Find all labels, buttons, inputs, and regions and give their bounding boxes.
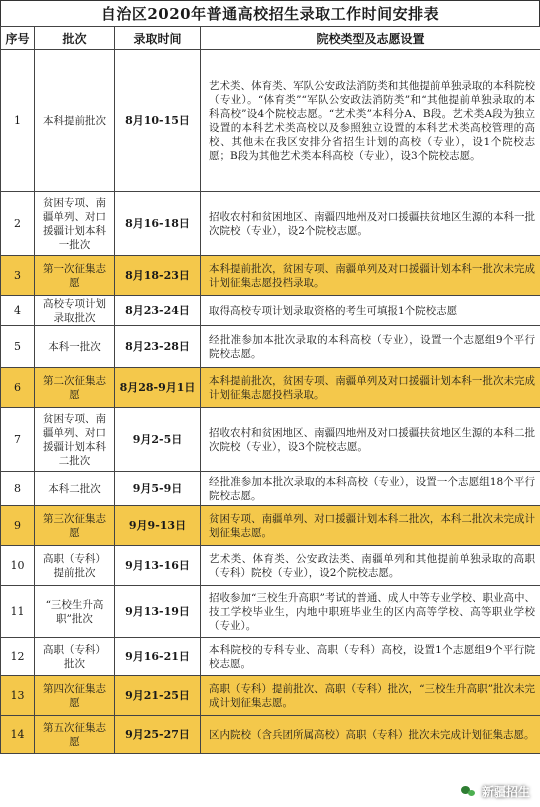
row-description: 艺术类、体育类、公安政法类、南疆单列和其他提前单独录取的高职（专科）院校（专业），设2个院校志愿。 [201,546,540,586]
row-time: 9月16-21日 [115,638,201,676]
row-time: 8月10-15日 [115,50,201,192]
row-description: 招收农村和贫困地区、南疆四地州及对口援疆扶贫地区生源的本科二批次院校（专业），设3个院校志愿。 [201,408,540,472]
table-row [1,256,540,296]
row-description: 取得高校专项计划录取资格的考生可填报1个院校志愿 [201,296,540,326]
row-batch: 高职（专科）批次 [35,638,115,676]
row-description: 招收参加“三校生升高职”考试的普通、成人中等专业学校、职业高中、技工学校毕业生，内地中职班毕业生的区内高等学校、高等职业学校（专业）。 [201,586,540,638]
row-time: 8月23-24日 [115,296,201,326]
row-time: 8月18-23日 [115,256,201,296]
table-row [1,638,540,676]
schedule-table [0,26,540,754]
table-row [1,586,540,638]
row-number: 5 [1,326,35,368]
row-description: 区内院校（含兵团所属高校）高职（专科）批次未完成计划征集志愿。 [201,716,540,754]
row-time: 9月13-19日 [115,586,201,638]
row-time: 8月16-18日 [115,192,201,256]
row-batch: “三校生升高职”批次 [35,586,115,638]
header-desc: 院校类型及志愿设置 [201,27,540,50]
table-row [1,368,540,408]
header-row [1,27,540,50]
row-batch: 贫困专项、南疆单列、对口援疆计划本科一批次 [35,192,115,256]
row-batch: 高校专项计划录取批次 [35,296,115,326]
table-row [1,326,540,368]
watermark-text: 新疆招生 [481,784,530,799]
row-batch: 本科一批次 [35,326,115,368]
table-row [1,408,540,472]
watermark [458,780,530,802]
row-number: 10 [1,546,35,586]
row-description: 经批准参加本批次录取的本科高校（专业），设置一个志愿组18个平行院校志愿。 [201,472,540,506]
row-time: 9月25-27日 [115,716,201,754]
row-batch: 第四次征集志愿 [35,676,115,716]
row-number: 1 [1,50,35,192]
table-row [1,192,540,256]
row-batch: 本科提前批次 [35,50,115,192]
row-number: 7 [1,408,35,472]
row-time: 9月2-5日 [115,408,201,472]
table-row [1,506,540,546]
row-time: 8月23-28日 [115,326,201,368]
header-no: 序号 [1,27,35,50]
table-row [1,716,540,754]
row-description: 经批准参加本批次录取的本科高校（专业），设置一个志愿组9个平行院校志愿。 [201,326,540,368]
table-row [1,296,540,326]
row-number: 6 [1,368,35,408]
row-time: 9月21-25日 [115,676,201,716]
row-batch: 本科二批次 [35,472,115,506]
row-number: 13 [1,676,35,716]
row-description: 艺术类、体育类、军队公安政法消防类和其他提前单独录取的本科院校（专业）。“体育类”“军队公安政法消防类”和“其他提前单独录取的本科高校”设4个院校志愿。“艺术类”本科分A、B段。艺术类A段为独立设置的本科艺术类高校以及参照独立设置的本科艺术类高校管理的高校、其他未在我区安排分省招生计划的高校（专业），设1个院校志愿；B段为其他艺术类本科高校（专业），设3个院校志愿。 [201,50,540,192]
header-batch: 批次 [35,27,115,50]
row-description: 招收农村和贫困地区、南疆四地州及对口援疆扶贫地区生源的本科一批次院校（专业），设2个院校志愿。 [201,192,540,256]
row-time: 8月28-9月1日 [115,368,201,408]
row-batch: 贫困专项、南疆单列、对口援疆计划本科二批次 [35,408,115,472]
row-batch: 第二次征集志愿 [35,368,115,408]
row-time: 9月13-16日 [115,546,201,586]
header-time: 录取时间 [115,27,201,50]
row-number: 4 [1,296,35,326]
row-batch: 第一次征集志愿 [35,256,115,296]
row-batch: 第三次征集志愿 [35,506,115,546]
row-number: 2 [1,192,35,256]
row-number: 14 [1,716,35,754]
table-title: 自治区2020年普通高校招生录取工作时间安排表 [0,0,540,26]
row-number: 11 [1,586,35,638]
row-batch: 高职（专科）提前批次 [35,546,115,586]
row-time: 9月5-9日 [115,472,201,506]
row-description: 本科提前批次，贫困专项、南疆单列及对口援疆计划本科一批次未完成计划征集志愿投档录取。 [201,256,540,296]
row-description: 高职（专科）提前批次、高职（专科）批次，“三校生升高职”批次未完成计划征集志愿。 [201,676,540,716]
table-row [1,50,540,192]
row-time: 9月9-13日 [115,506,201,546]
row-batch: 第五次征集志愿 [35,716,115,754]
row-number: 8 [1,472,35,506]
row-description: 贫困专项、南疆单列、对口援疆计划本科二批次，本科二批次未完成计划征集志愿。 [201,506,540,546]
table-row [1,546,540,586]
row-number: 9 [1,506,35,546]
row-number: 12 [1,638,35,676]
row-description: 本科提前批次，贫困专项、南疆单列及对口援疆计划本科一批次未完成计划征集志愿投档录取。 [201,368,540,408]
wechat-icon [458,781,478,801]
table-row [1,676,540,716]
row-number: 3 [1,256,35,296]
table-row [1,472,540,506]
row-description: 本科院校的专科专业、高职（专科）高校，设置1个志愿组9个平行院校志愿。 [201,638,540,676]
